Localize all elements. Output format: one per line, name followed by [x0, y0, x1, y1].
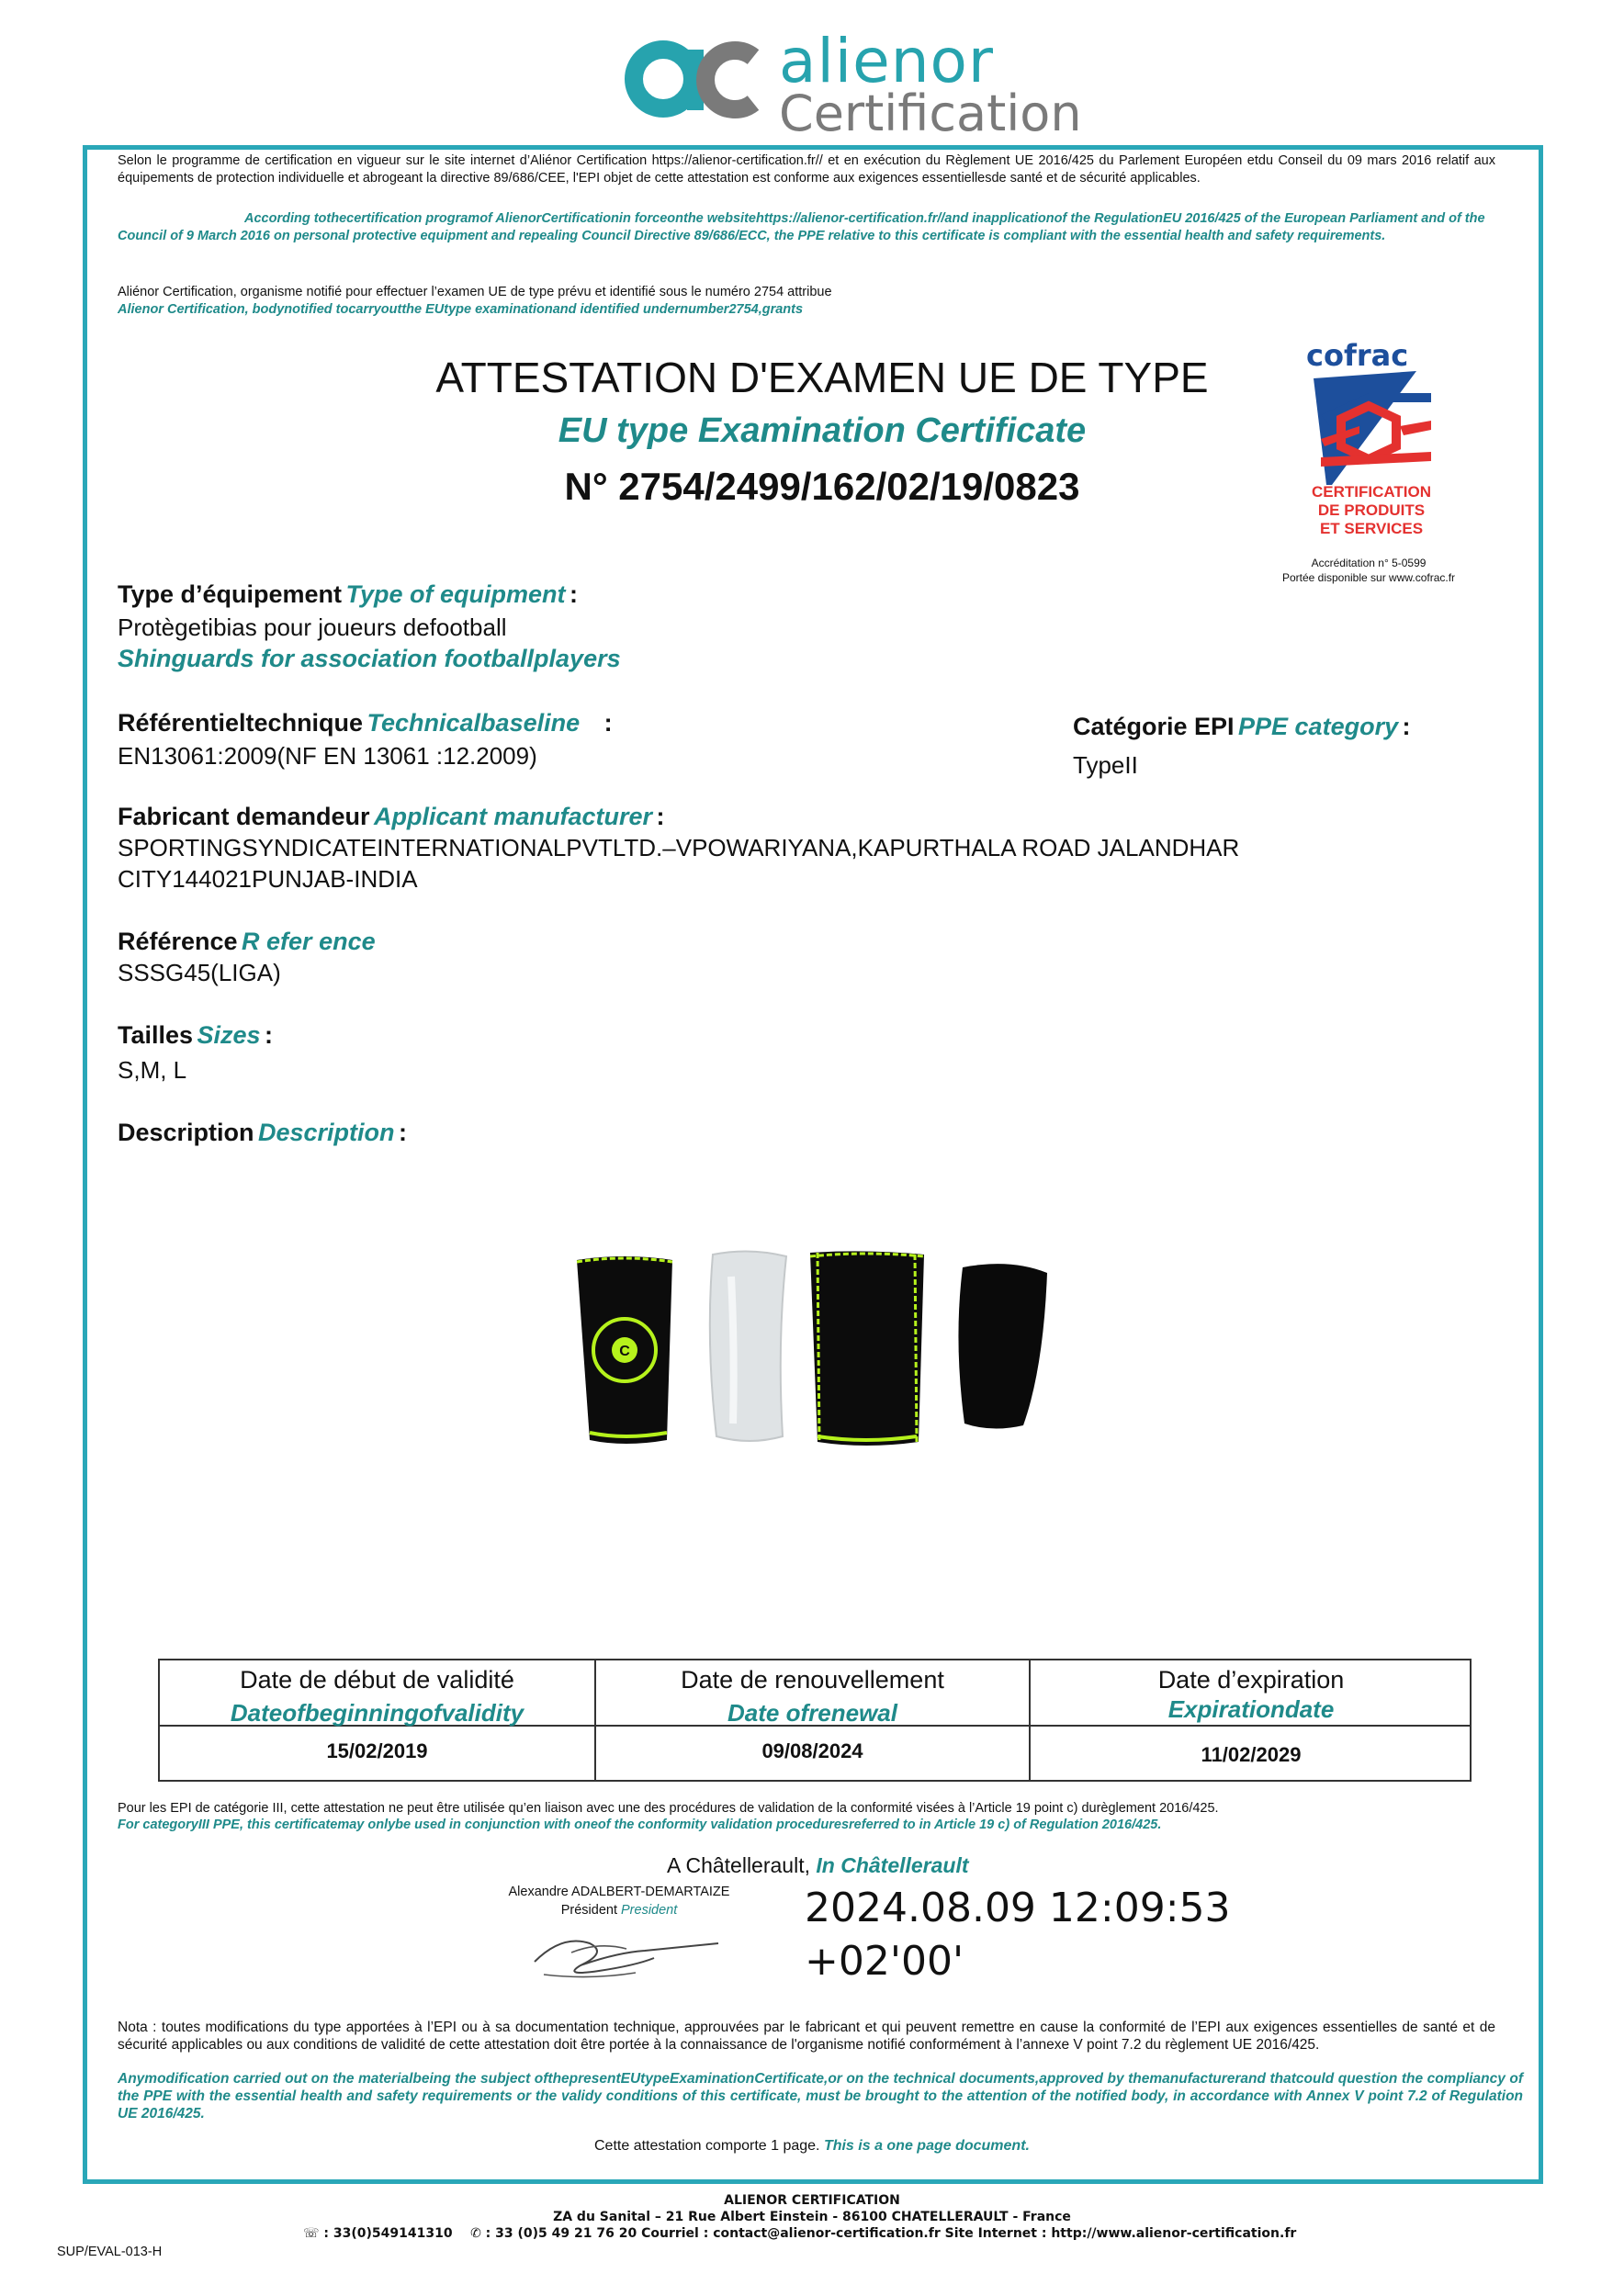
intro-fr: Selon le programme de certification en vigueur sur le site internet d’Aliénor Certification https://alienor-certification.fr// et en exécution du Règlement UE 2016/425 du Parlement Européen etdu Conseil du 09 mars 2016 relatif aux équipements de protection individuelle et abrogeant la directive 89/686/CEE, l'EPI objet de cette attestation est conforme aux exigences essentiellesde santé et de sécurité applicables.: [118, 153, 1495, 186]
category3-note-en: For categoryIII PPE, this certificatemay onlybe used in conjunction with oneof the conformity validation proceduresreferred to in Article 19 c) of Regulation 2016/425.: [118, 1818, 1162, 1832]
title-en: EU type Examination Certificate: [558, 411, 1087, 450]
page-count-fr: Cette attestation comporte 1 page.: [594, 2138, 820, 2154]
phone-icon: ✆: [470, 2226, 481, 2241]
start-date-label-fr: Date de début de validité: [240, 1666, 514, 1694]
signature-timestamp-line2: +02'00': [805, 1938, 964, 1985]
category-label-en: PPE category: [1238, 713, 1399, 740]
footer-company: ALIENOR CERTIFICATION: [724, 2193, 900, 2208]
notified-body-en: Alienor Certification, bodynotified tocarryoutthe EUtype examinationand identified undernumber2754,grants: [118, 302, 804, 317]
ac-logo-icon: [625, 31, 762, 132]
footer-address: ZA du Sanital – 21 Rue Albert Einstein - 86100 CHATELLERAULT - France: [553, 2210, 1071, 2224]
cofrac-logo: [1304, 338, 1442, 549]
baseline-colon: :: [603, 709, 613, 737]
sizes-label: [118, 1021, 273, 1050]
notified-body-fr: Aliénor Certification, organisme notifié pour effectuer l’examen UE de type prévu et identifié sous le numéro 2754 attribue: [118, 285, 832, 299]
nota-en: Anymodification carried out on the materialbeing the subject ofthepresentEUtypeExaminationCertificate,or on the technical documents,approved by themanufacturerand thatcould question the compliancy of the PPE with the essential health and safety requirements or the validy conditions of this certificate, must be brought to the attention of the notified body, in accordance with Annex V point 7.2 of Regulation UE 2016/425.: [118, 2071, 1523, 2122]
renewal-date-label-fr: Date de renouvellement: [681, 1666, 944, 1694]
certificate-number: N° 2754/2499/162/02/19/0823: [564, 465, 1080, 508]
manufacturer-colon: :: [656, 803, 665, 830]
manufacturer-label-en: Applicant manufacturer: [374, 803, 653, 830]
description-label-en: Description: [257, 1119, 395, 1146]
page-count-en: This is a one page document.: [823, 2138, 1030, 2154]
renewal-date-value: 09/08/2024: [761, 1739, 863, 1762]
cofrac-scope: Portée disponible sur www.cofrac.fr: [1281, 571, 1456, 584]
title-fr: ATTESTATION D'EXAMEN UE DE TYPE: [435, 354, 1209, 401]
cofrac-line3: ET SERVICES: [1319, 520, 1424, 537]
alienor-logo: [625, 26, 1082, 142]
renewal-date-label-en: Date ofrenewal: [727, 1699, 897, 1727]
manufacturer-label-fr: Fabricant demandeur: [118, 803, 370, 830]
manufacturer-line1: SPORTINGSYNDICATEINTERNATIONALPVTLTD.–VPOWARIYANA,KAPURTHALA ROAD JALANDHAR: [118, 834, 1240, 861]
shinguard-photo-icon: [570, 1249, 1066, 1451]
signature-place-fr: A Châtellerault,: [667, 1853, 810, 1877]
baseline-label-en: Technicalbaseline: [367, 709, 581, 737]
sizes-colon: :: [265, 1021, 273, 1049]
signatory-role-en: President: [621, 1903, 678, 1918]
footer-phone: : 33 (0)5 49 21 76 20 Courriel :: [480, 2226, 714, 2241]
cofrac-name: cofrac: [1306, 338, 1409, 373]
logo-word-alienor: alienor: [779, 26, 995, 96]
equipment-label: [118, 580, 578, 609]
product-logo-letter: C: [619, 1344, 630, 1359]
description-label: [118, 1119, 407, 1147]
intro-en: According tothecertification programof AlienorCertificationin forceonthe websitehttps://alienor-certification.fr//and inapplicationof the RegulationEU 2016/425 of the European Parliament and of the Council of 9 March 2016 on personal protective equipment and repealing Council Directive 89/686/ECC, the PPE relative to this certificate is compliant with the essential health and safety requirements.: [118, 211, 1485, 243]
cofrac-line2: DE PRODUITS: [1317, 501, 1426, 519]
sizes-label-fr: Tailles: [118, 1021, 194, 1049]
signature-place: [667, 1853, 969, 1878]
category-label-fr: Catégorie EPI: [1073, 713, 1235, 740]
signature-timestamp-line1: 2024.08.09 12:09:53: [805, 1885, 1231, 1931]
validity-dates-table: [158, 1659, 1472, 1782]
category-colon: :: [1402, 713, 1411, 740]
fax-icon: ☏: [303, 2226, 320, 2241]
reference-value: SSSG45(LIGA): [118, 959, 281, 986]
manufacturer-label: [118, 803, 665, 831]
footer-contact: [303, 2226, 1296, 2241]
equipment-label-fr: Type d’équipement: [118, 580, 343, 608]
start-date-label-en: Dateofbeginningofvalidity: [230, 1699, 524, 1727]
expiry-date-value: 11/02/2029: [1201, 1743, 1302, 1766]
doc-reference: SUP/EVAL-013-H: [57, 2245, 163, 2259]
nota-fr: Nota : toutes modifications du type apportées à l’EPI ou à sa documentation technique, approuvées par le fabricant et qui peuvent remettre en cause la conformité de l’EPI aux exigences essentielles de santé et de sécurité applicables ou aux conditions de validité de cette attestation doit être portée à la connaissance de l'organisme notifié conformément à l’annexe V point 7.2 du règlement UE 2016/425.: [118, 2020, 1495, 2053]
baseline-label: [118, 709, 613, 737]
equipment-colon: :: [569, 580, 578, 608]
signatory-role: [494, 1903, 744, 1918]
reference-label-en: R efer ence: [242, 928, 376, 955]
product-photo: [570, 1249, 1066, 1451]
page-count: [0, 2138, 1624, 2155]
handwritten-signature: [525, 1925, 727, 1989]
cofrac-accreditation: Accréditation n° 5-0599: [1311, 557, 1427, 569]
manufacturer-line2: CITY144021PUNJAB-INDIA: [118, 865, 418, 893]
footer-site[interactable]: http://www.alienor-certification.fr: [1051, 2226, 1297, 2241]
category-label: [1073, 713, 1411, 741]
footer-email[interactable]: contact@alienor-certification.fr: [713, 2226, 941, 2241]
reference-label-fr: Référence: [118, 928, 238, 955]
category-value: TypeII: [1073, 751, 1138, 779]
signature-place-en: In Châtellerault: [816, 1853, 969, 1877]
baseline-label-fr: Référentieltechnique: [118, 709, 364, 737]
signatory-role-fr: Président: [560, 1903, 617, 1918]
reference-label: [118, 928, 376, 956]
expiry-date-label-fr: Date d’expiration: [1157, 1666, 1345, 1694]
expiry-date-label-en: Expirationdate: [1167, 1695, 1335, 1723]
equipment-value-en: Shinguards for association footballplayers: [118, 645, 621, 672]
logo-word-certification: Certification: [779, 84, 1082, 142]
category3-note-fr: Pour les EPI de catégorie III, cette attestation ne peut être utilisée qu’en liaison avec une des procédures de validation de la conformité visées à l’Article 19 point c) durèglement 2016/425.: [118, 1801, 1219, 1816]
footer-site-label: Site Internet :: [940, 2226, 1052, 2241]
equipment-value-fr: Protègetibias pour joueurs defootball: [118, 613, 507, 641]
baseline-value: EN13061:2009(NF EN 13061 :12.2009): [118, 742, 537, 770]
footer-fax: : 33(0)549141310: [319, 2226, 453, 2241]
description-label-fr: Description: [118, 1119, 254, 1146]
cofrac-line1: CERTIFICATION: [1312, 483, 1432, 501]
equipment-label-en: Type of equipment: [345, 580, 566, 608]
start-date-value: 15/02/2019: [326, 1739, 428, 1762]
signatory-name: Alexandre ADALBERT-DEMARTAIZE: [508, 1885, 730, 1899]
sizes-label-en: Sizes: [197, 1021, 261, 1049]
description-colon: :: [398, 1119, 407, 1146]
sizes-value: S,M, L: [118, 1056, 187, 1084]
